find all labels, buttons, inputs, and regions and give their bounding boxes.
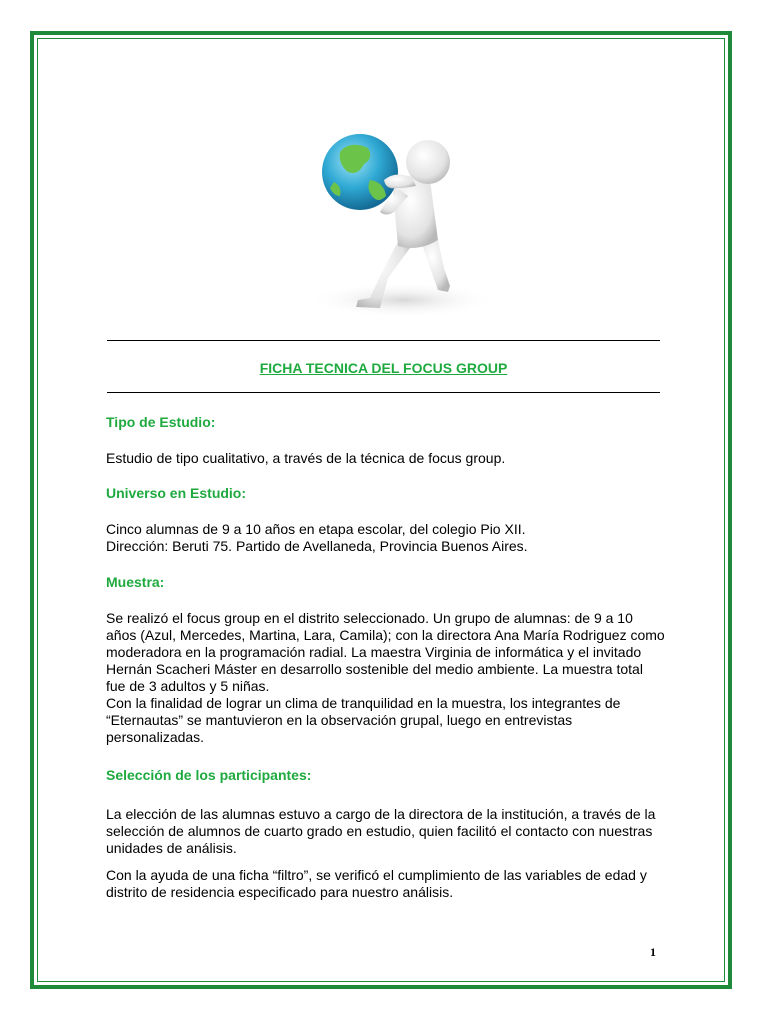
section-heading: Selección de los participantes: [106,767,312,783]
paragraph: Se realizó el focus group en el distrito seleccionado. Un grupo de alumnas: de 9 a 10 años (Azul, Mercedes, Martina, Lara, Camila); con la directora Ana María Rodriguez como moderadora en la programación radial. La maestra Virginia de informática y el invitado Hernán Scacheri Máster en desarrollo sostenible del medio ambiente. La muestra total fue de 3 adultos y 5 niñas. [106,610,665,694]
title-rule-bottom [107,392,660,393]
paragraph: Dirección: Beruti 75. Partido de Avellaneda, Provincia Buenos Aires. [106,538,528,554]
paragraph: Cinco alumnas de 9 a 10 años en etapa escolar, del colegio Pio XII. [106,521,526,537]
section-heading: Muestra: [106,574,165,590]
document-title: FICHA TECNICA DEL FOCUS GROUP [259,360,508,376]
paragraph: Estudio de tipo cualitativo, a través de la técnica de focus group. [106,450,506,466]
section-body [106,450,666,467]
section-body [106,806,666,901]
paragraph: Con la finalidad de lograr un clima de tranquilidad en la muestra, los integrantes de “Eternautas” se mantuvieron en la observación grupal, luego en entrevistas personalizadas. [106,695,621,745]
paragraph: Con la ayuda de una ficha “filtro”, se verificó el cumplimiento de las variables de edad y distrito de residencia especificado para nuestro análisis. [106,867,647,900]
title-rule-top [107,340,660,341]
section-heading: Universo en Estudio: [106,485,247,501]
page-number: 1 [650,945,656,959]
section-heading: Tipo de Estudio: [106,414,216,430]
section-body [106,610,666,746]
section-body [106,521,666,555]
paragraph: La elección de las alumnas estuvo a cargo de la directora de la institución, a través de la selección de alumnos de cuarto grado en estudio, quien facilitó el contacto con nuestras unidades de análisis. [106,806,656,856]
figure-carrying-globe-icon [288,100,500,322]
